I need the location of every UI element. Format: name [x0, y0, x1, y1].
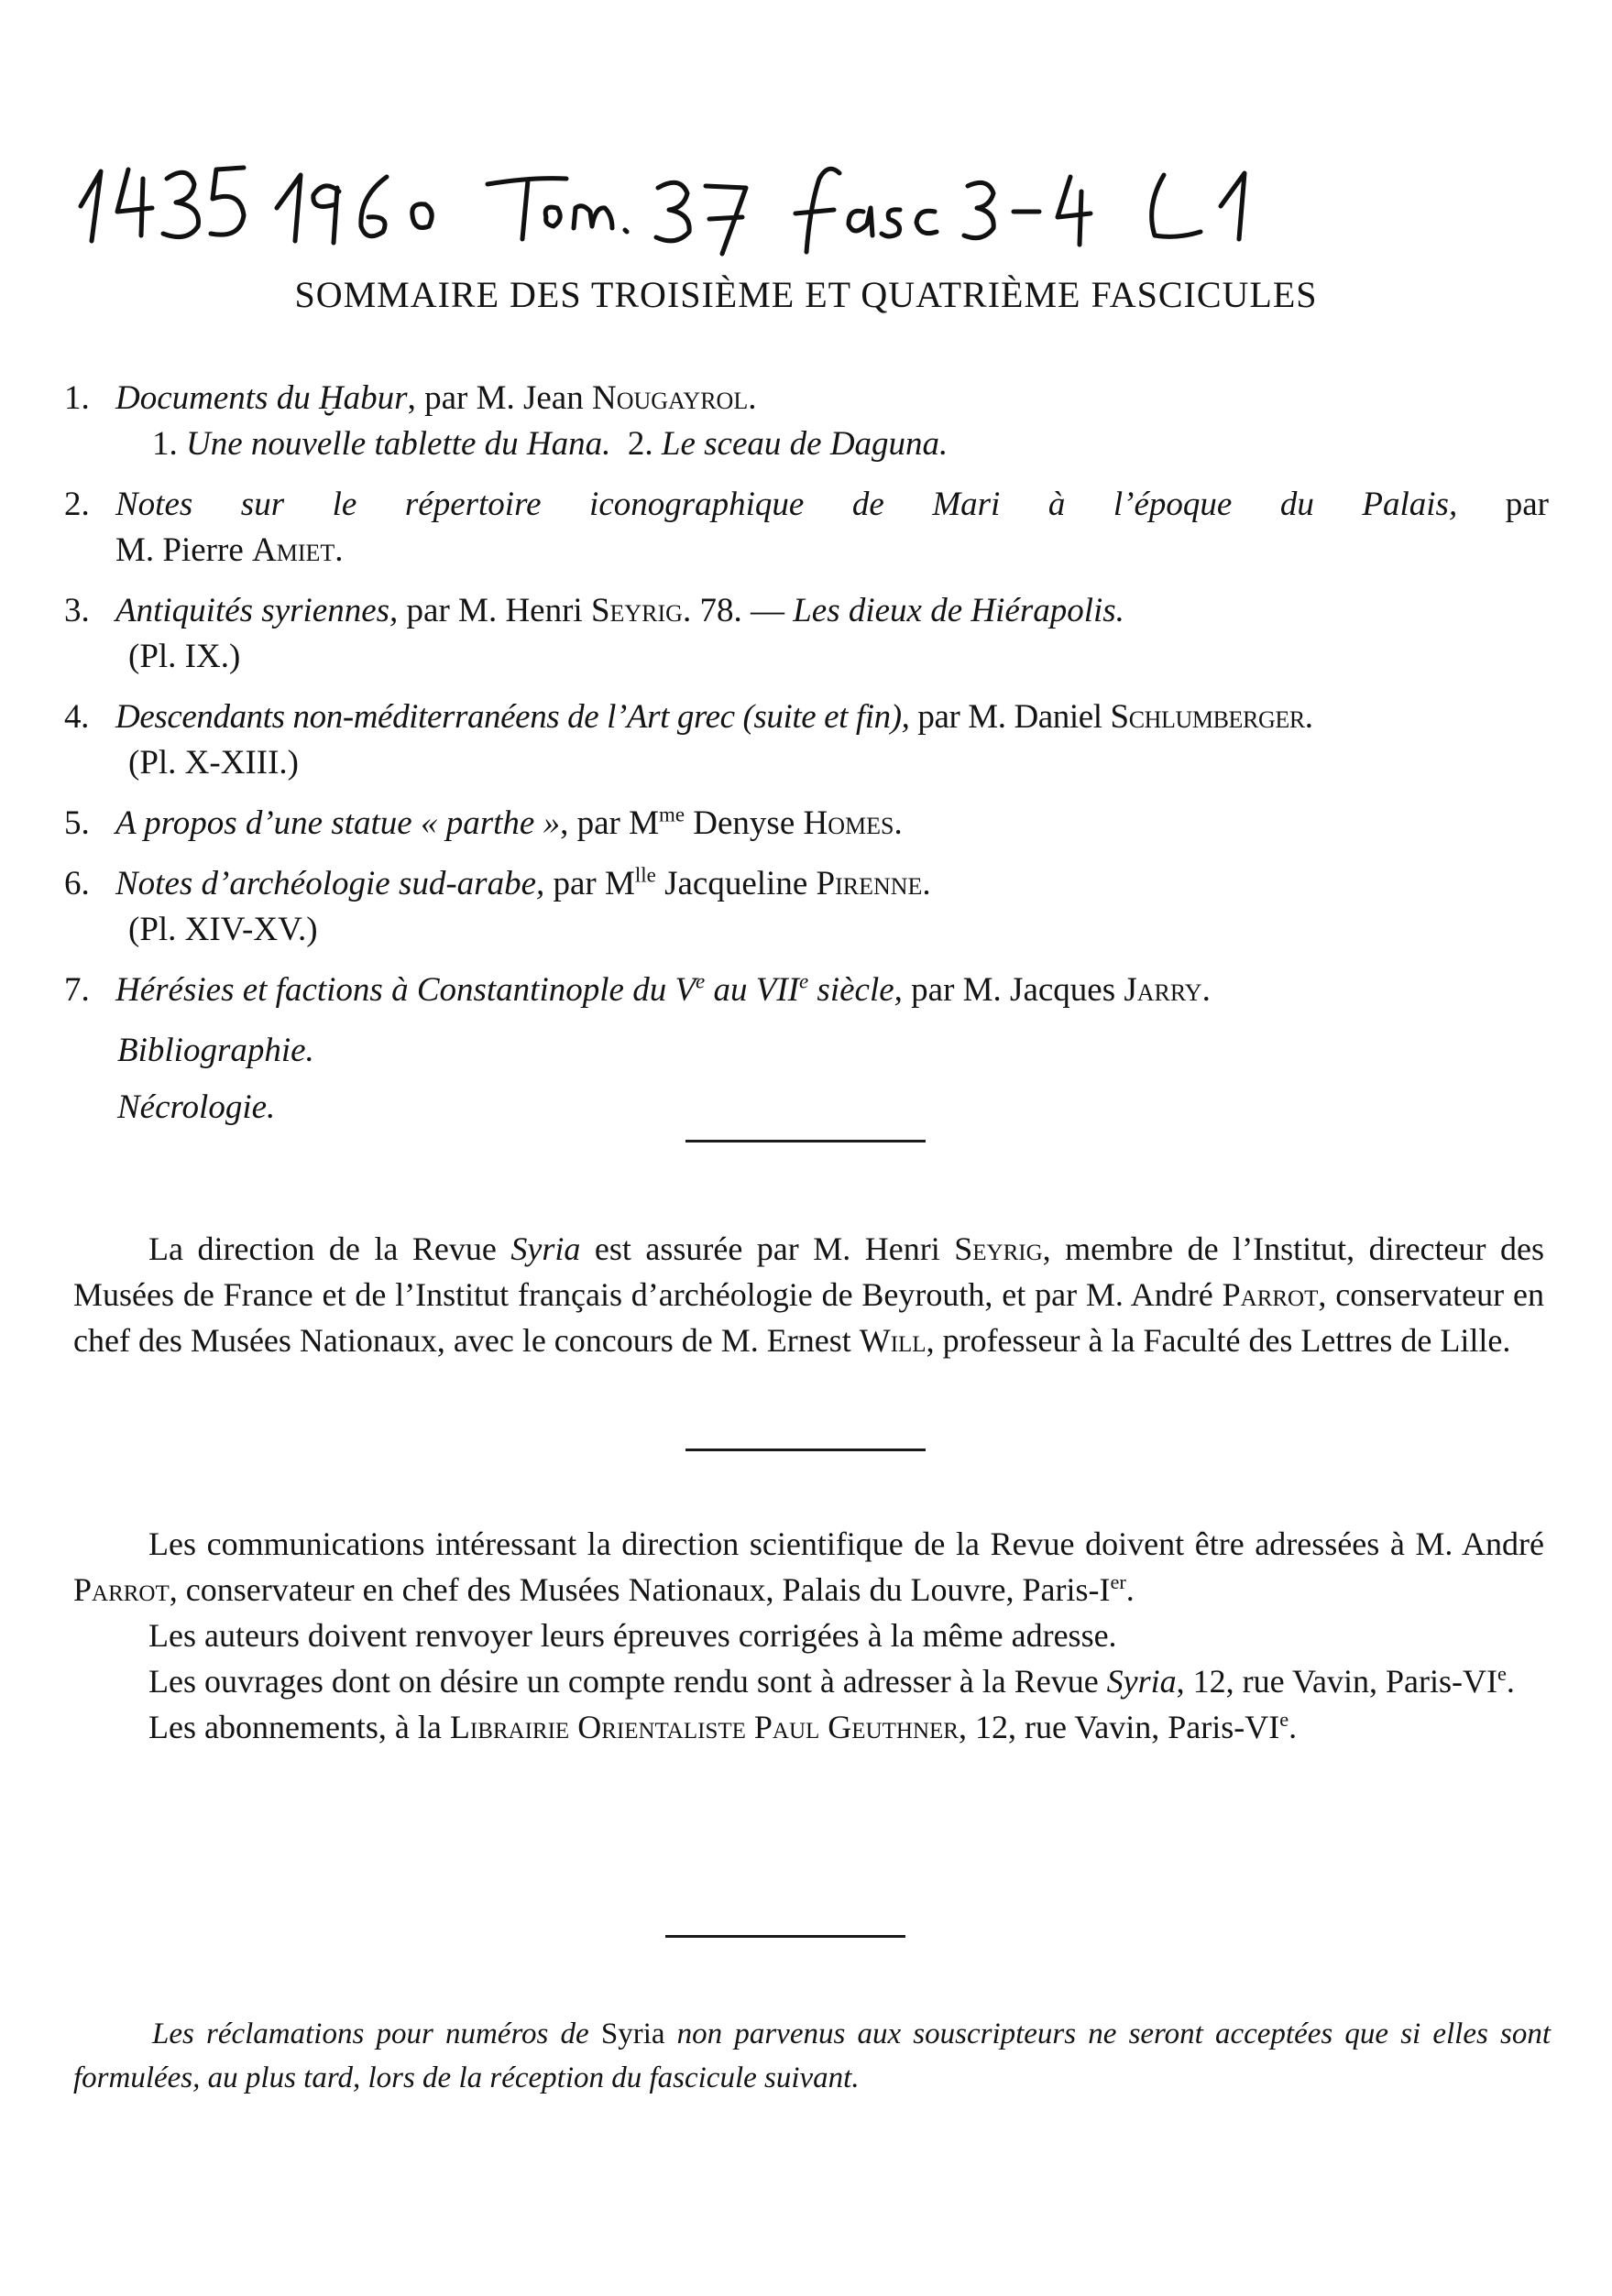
communications-text: , conservateur en chef des Musées Nationaux, Palais du Louvre, Paris-I: [169, 1571, 1111, 1608]
person-name: Seyrig: [954, 1230, 1043, 1267]
direction-text: La direction de la Revue: [148, 1230, 511, 1267]
entry-author: Seyrig: [590, 592, 683, 629]
entry-number: 5.: [64, 804, 90, 842]
reviews-text: .: [1506, 1663, 1515, 1700]
entry-author-first: Jacqueline: [655, 865, 817, 902]
sub-title: Une nouvelle tablette du Hana.: [186, 425, 611, 463]
divider: [685, 1140, 926, 1143]
plate-reference: (Pl. XIV-XV.): [128, 911, 318, 948]
person-name: Will: [859, 1322, 927, 1359]
entry-end: .: [1201, 971, 1211, 1009]
subscriptions-text: , 12, rue Vavin, Paris-VI: [958, 1709, 1280, 1745]
superscript: e: [1497, 1662, 1507, 1685]
entry-title-c: siècle,: [808, 971, 903, 1009]
entry-title-b: au VII: [705, 971, 799, 1009]
entry-number: 1.: [64, 379, 90, 417]
claims-notice: [73, 2012, 1551, 2100]
reviews-paragraph: [73, 1658, 1544, 1704]
reviews-text: Les ouvrages dont on désire un compte rendu sont à adresser à la Revue: [148, 1663, 1107, 1700]
entry-title: A propos d’une statue « parthe »: [115, 804, 561, 842]
direction-text: , professeur à la Faculté des Lettres de Lille.: [926, 1322, 1511, 1359]
entry-title-a: Hérésies et factions à Constantinople du V: [115, 971, 696, 1009]
subscriptions-paragraph: [73, 1704, 1544, 1750]
direction-text: , membre de l’Institut, directeur des Musées de France et de l’Institut français d’archéologie de Beyrouth, et par M. André: [73, 1230, 1544, 1313]
toc-entry-2: [64, 482, 1549, 574]
entry-end: .: [894, 804, 903, 842]
toc-entry-5: [64, 801, 1549, 847]
entry-author: Amiet: [252, 531, 335, 569]
toc-entry-1: [64, 376, 1549, 467]
entry-number: 7.: [64, 971, 90, 1009]
page-title: SOMMAIRE DES TROISIÈME ET QUATRIÈME FASCICULES: [294, 274, 1318, 315]
sub-title: Le sceau de Daguna.: [661, 425, 949, 463]
sub-number: 1.: [152, 425, 178, 463]
entry-author: Schlumberger: [1110, 698, 1305, 736]
bibliography-label: Bibliographie.: [117, 1032, 314, 1069]
communications-section: [73, 1521, 1544, 1750]
entry-end: .: [922, 865, 931, 902]
superscript: e: [1279, 1708, 1289, 1731]
entry-author: Pirenne: [816, 865, 923, 902]
entry-title: Antiquités syriennes,: [115, 592, 399, 629]
communications-text: .: [1125, 1571, 1135, 1608]
notice-text: Les réclamations pour numéros de: [152, 2017, 601, 2050]
entry-author-prefix: par M: [544, 865, 635, 902]
entry-author: Jarry: [1124, 971, 1202, 1009]
toc-entry-6: [64, 861, 1549, 953]
plate-reference: (Pl. IX.): [128, 638, 241, 675]
entry-number: 2.: [64, 486, 90, 523]
entry-author-prefix: par M. Henri: [398, 592, 591, 629]
entry-par: par: [1505, 486, 1549, 523]
table-of-contents: [64, 376, 1549, 1142]
proofs-paragraph: Les auteurs doivent renvoyer leurs épreuves corrigées à la même adresse.: [148, 1617, 1117, 1654]
title-superscript: e: [798, 969, 809, 993]
entry-author-first: Denyse: [685, 804, 804, 842]
notice-text: non parvenus aux souscripteurs ne seront acceptées que si elles sont formulées, au plus tard, lors de la réception du fascicule suivant.: [73, 2017, 1551, 2094]
sub-number: 2.: [627, 425, 653, 463]
divider: [665, 1935, 905, 1938]
entry-title-2: Les dieux de Hiérapolis.: [793, 592, 1124, 629]
publisher-name: Librairie Orientaliste Paul Geuthner: [449, 1709, 959, 1745]
person-name: Parrot: [73, 1571, 170, 1608]
communications-paragraph: [73, 1521, 1544, 1613]
journal-name: Syria: [510, 1230, 581, 1267]
direction-text: est assurée par M. Henri: [580, 1230, 955, 1267]
toc-entry-3: [64, 588, 1549, 680]
superscript: er: [1110, 1570, 1126, 1593]
journal-name: Syria: [600, 2017, 665, 2050]
entry-number: 3.: [64, 592, 90, 629]
entry-author-prefix: par M. Daniel: [909, 698, 1111, 736]
person-name: Parrot: [1222, 1276, 1319, 1313]
entry-title: Notes d’archéologie sud-arabe,: [115, 865, 545, 902]
entry-author-prefix: , par M. Jean: [407, 379, 592, 417]
entry-author-prefix: , par M: [560, 804, 659, 842]
subscriptions-text: .: [1289, 1709, 1298, 1745]
handwritten-annotation: [64, 151, 1457, 289]
entry-end: .: [334, 531, 344, 569]
entry-title: Documents du Ḫabur: [115, 379, 408, 417]
entry-tail: . 78. —: [682, 592, 794, 629]
toc-entry-7: [64, 968, 1549, 1013]
direction-paragraph: [73, 1226, 1544, 1363]
direction-text: , conservateur en chef des Musées Nationaux, avec le concours de M. Ernest: [73, 1276, 1544, 1359]
entry-author-prefix: M. Pierre: [115, 531, 252, 569]
necrology-label: Nécrologie.: [117, 1088, 276, 1126]
divider: [685, 1449, 926, 1451]
entry-author: Nougayrol: [591, 379, 749, 417]
entry-author-prefix: par M. Jacques: [902, 971, 1124, 1009]
journal-name: Syria: [1106, 1663, 1177, 1700]
entry-number: 6.: [64, 865, 90, 902]
toc-entry-4: [64, 694, 1549, 786]
plate-reference: (Pl. X-XIII.): [128, 744, 299, 782]
entry-title: Notes sur le répertoire iconographique de Mari à l’époque du Palais,: [115, 486, 1458, 523]
entry-author: Homes: [803, 804, 894, 842]
reviews-text: , 12, rue Vavin, Paris-VI: [1176, 1663, 1497, 1700]
communications-text: Les communications intéressant la direction scientifique de la Revue doivent être adressées à M. André: [148, 1525, 1544, 1562]
entry-end: .: [1304, 698, 1313, 736]
subscriptions-text: Les abonnements, à la: [148, 1709, 450, 1745]
entry-title: Descendants non-méditerranéens de l’Art grec (suite et fin),: [115, 698, 910, 736]
entry-end: .: [748, 379, 757, 417]
title-superscript: e: [696, 969, 706, 993]
title-superscript: lle: [634, 863, 656, 887]
title-superscript: me: [659, 803, 685, 826]
entry-number: 4.: [64, 698, 89, 736]
